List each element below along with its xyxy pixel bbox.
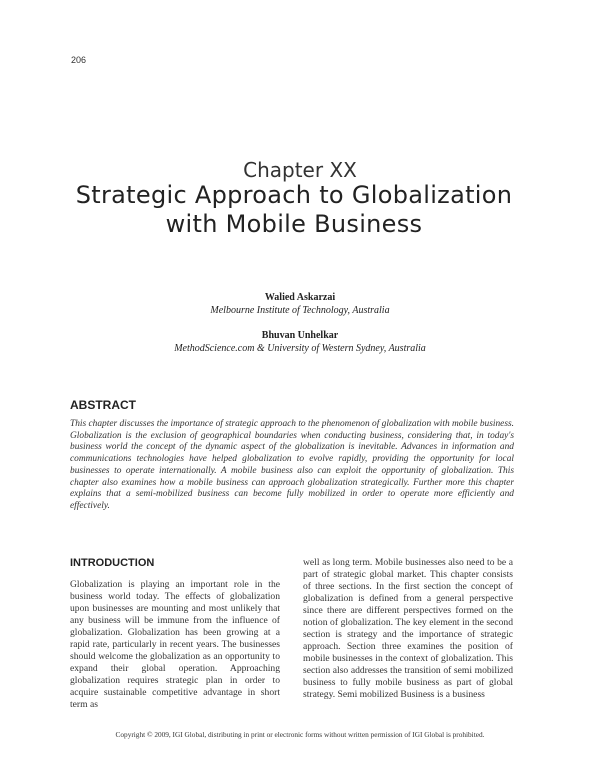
chapter-title: Strategic Approach to Globalization with Mobile Business: [75, 181, 513, 238]
abstract-body: This chapter discusses the importance of strategic approach to the phenomenon of globalization with mobile business. Globalization is the exclusion of geographical boundaries when conducting business, considering that, in today's business world the concept of the dynamic aspect of the globalization is inevitable. Advances in information and communications technologies have helped globalization to evolve rapidly, providing the opportunity for local businesses to operate internationally. A mobile business also can exploit the opportunity of globalization. This chapter also examines how a mobile business can approach globalization strategically. Further more this chapter explains that a semi-mobilized business can become fully mobilized in order to operate more efficiently and effectively.: [70, 419, 514, 511]
abstract-heading: ABSTRACT: [70, 398, 136, 412]
introduction-left-column: Globalization is playing an important role in the business world today. The effects of globalization upon businesses are mounting and most unlikely that any business will be immune from the influence of globalization. Globalization has been growing at a rapid rate, particularly in recent years. The businesses should welcome the globalization as an opportunity to expand their global operation. Approaching globalization requires strategic plan in order to acquire sustainable competitive advantage in short term as: [70, 579, 280, 710]
page-number: 206: [71, 55, 87, 65]
copyright-notice: Copyright © 2009, IGI Global, distributing in print or electronic forms without written permission of IGI Global is prohibited.: [115, 730, 485, 739]
author-2-affiliation: MethodScience.com & University of Western Sydney, Australia: [174, 343, 426, 354]
chapter-label: Chapter XX: [243, 158, 357, 182]
author-1-name: Walied Askarzai: [264, 292, 336, 303]
introduction-right-column: well as long term. Mobile businesses also need to be a part of strategic global market. This chapter consists of three sections. In the first section the concept of globalization is defined from a general perspective since there are different perspectives formed on the notion of globalization. The key element in the second section is strategy and the importance of strategic approach. Section three examines the position of mobile businesses in the context of globalization. This section also addresses the transition of semi mobilized business to fully mobile business as part of global strategy. Semi mobilized Business is a business: [303, 557, 513, 700]
author-1-affiliation: Melbourne Institute of Technology, Australia: [210, 305, 390, 316]
author-2-name: Bhuvan Unhelkar: [261, 330, 339, 341]
introduction-heading: INTRODUCTION: [70, 557, 155, 569]
